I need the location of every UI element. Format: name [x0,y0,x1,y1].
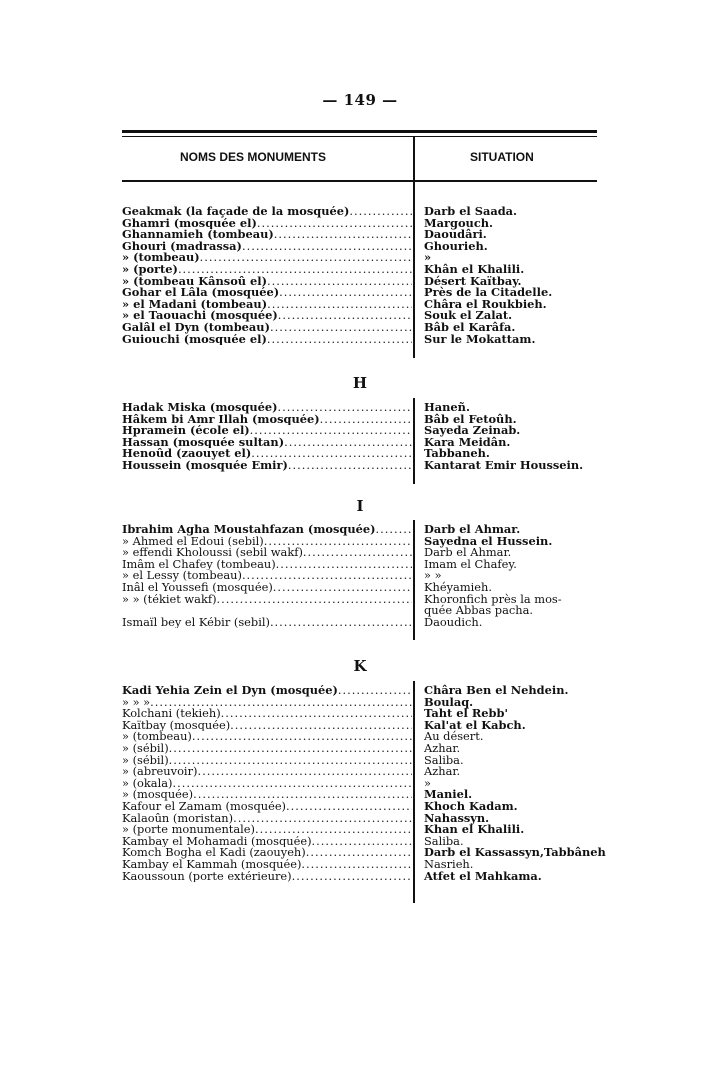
situation-cell: Au désert. [424,729,484,744]
situation-cell: Margouch. [424,215,494,230]
monument-name: Kaoussoun (porte extérieure) [122,870,292,883]
monument-name: Ghamri (mosquée el) [122,217,257,230]
situation-cell: Bâb el Fetoûh. [424,411,517,426]
section-letter-k: K [353,657,367,675]
monument-name-cell [122,206,412,218]
table-row [122,798,602,813]
column-header-left: NOMS DES MONUMENTS [180,150,327,164]
leader-dots [172,778,412,790]
leader-dots [221,708,412,720]
table-row [122,411,602,426]
section-h [122,402,602,472]
leader-dots [230,720,412,732]
situation-cell: Tabbaneh. [424,446,490,461]
table-row [122,310,602,322]
monument-name-cell [122,536,412,548]
monument-name-cell [122,731,412,743]
leader-dots [284,437,412,449]
monument-name: » (mosquée) [122,789,194,801]
monument-name: Geakmak (la façade de la mosquée) [122,206,350,218]
monument-name-cell [122,547,412,559]
monument-name: Komch Bogha el Kadi (zaouyeh) [122,847,306,859]
monument-name: » el Madani (tombeau) [122,298,268,311]
monument-name-cell [122,605,412,617]
monument-name-cell [122,617,412,629]
monument-name-cell [122,801,412,813]
leader-dots [267,299,412,311]
leader-dots [169,743,412,755]
situation-cell: Azhar. [424,764,461,779]
leader-dots [242,241,412,253]
section-i [122,524,602,628]
monument-name: Hadak Miska (mosquée) [122,402,278,414]
monument-name-cell [122,836,412,848]
table-row [122,215,602,230]
monument-name-cell [122,871,412,883]
leader-dots [192,731,412,743]
monument-name-cell [122,859,412,871]
monument-name-cell [122,425,412,437]
monument-name-cell [122,755,412,767]
table-row [122,547,602,559]
monument-name-cell [122,322,412,334]
monument-name-cell [122,720,412,732]
table-row [122,775,602,790]
table-row [122,824,602,836]
monument-name: » (abreuvoir) [122,766,198,778]
monument-name: Ibrahim Agha Moustahfazan (mosquée) [122,524,376,536]
monument-name-cell [122,241,412,253]
situation-cell: Taht el Rebb' [424,706,508,721]
leader-dots [233,813,412,825]
monument-name: » (sébil) [122,742,169,755]
monument-name: » (porte monumentale) [122,824,255,836]
leader-dots [376,524,412,536]
header-top-rule [122,130,597,133]
section-g [122,206,602,345]
leader-dots [338,685,412,697]
leader-dots [278,310,412,322]
monument-name: Houssein (mosquée Emir) [122,459,288,472]
monument-name-cell [122,685,412,697]
situation-cell: Kantarat Emir Houssein. [424,457,584,472]
leader-dots [273,582,412,594]
situation-cell: Nahassyn. [424,810,490,825]
leader-dots [193,789,412,801]
leader-dots [267,276,412,288]
leader-dots [251,448,412,460]
monument-name-cell [122,559,412,571]
situation-cell: Darb el Kassassyn,Tabbâneh [424,845,606,860]
monument-name-cell [122,402,412,414]
monument-name-cell [122,287,412,299]
monument-name-cell [122,570,412,582]
monument-name-cell [122,334,412,346]
monument-name: » (tombeau Kânsoû el) [122,275,268,288]
situation-cell: Sayeda Zeinab. [424,423,521,438]
monument-name: » (tombeau) [122,731,192,743]
monument-name-cell [122,414,412,426]
situation-cell: Khoch Kadam. [424,798,518,813]
situation-cell: » [424,775,431,790]
monument-name: » » (tékiet wakf) [122,593,217,606]
leader-dots [242,570,412,582]
table-row [122,206,602,218]
table-row [122,229,602,241]
monument-name-cell [122,813,412,825]
monument-name-cell [122,276,412,288]
header-top-rule-thin [122,136,597,137]
table-row [122,252,602,264]
situation-cell: Bâb el Karâfa. [424,319,516,334]
leader-dots [200,252,412,264]
table-row [122,425,602,437]
monument-name-cell [122,448,412,460]
monument-name: » Ahmed el Edoui (sebil) [122,535,264,548]
situation-cell: Atfet el Mahkama. [424,868,542,883]
monument-name-cell [122,778,412,790]
monument-name: Ismaïl bey el Kébir (sebil) [122,616,270,629]
monument-name-cell [122,743,412,755]
leader-dots [178,264,412,276]
situation-cell: Nasrieh. [424,856,474,871]
leader-dots [270,322,412,334]
monument-name: Imâm el Chafey (tombeau) [122,558,276,571]
leader-dots [267,334,412,346]
leader-dots [250,425,412,437]
leader-dots [286,801,412,813]
leader-dots [276,559,412,571]
situation-cell: Boulaq. [424,694,474,709]
page-number: — 149 — [322,91,398,109]
monument-name: Inâl el Youssefi (mosquée) [122,581,273,594]
leader-dots [306,847,412,859]
monument-name: Kambay el Mohamadi (mosquée) [122,835,312,848]
table-row [122,731,602,743]
situation-cell: Khan el Khalili. [424,822,525,837]
monument-name: Hpramein (école el) [122,425,250,437]
section-k [122,683,606,883]
monument-name-cell [122,460,412,472]
monument-name: Kambay el Kammah (mosquée) [122,858,302,871]
section-letter-i: I [356,497,364,515]
table-row [122,457,602,472]
monument-name: Hassan (mosquée sultan) [122,436,285,449]
monument-name-cell [122,582,412,594]
table-row [122,685,602,697]
leader-dots [349,206,412,218]
monument-name-cell [122,847,412,859]
monument-name-cell [122,708,412,720]
leader-dots [292,871,412,883]
table-row [122,868,602,883]
situation-cell: Azhar. [424,740,461,755]
situation-cell: » » [424,568,442,583]
monument-name: Guiouchi (mosquée el) [122,333,267,346]
situation-cell: Khoronfich près la mos- [424,591,562,606]
column-header-right: SITUATION [470,150,534,164]
table-row [122,402,602,414]
table-row [122,296,602,311]
situation-cell: Khéyamieh. [424,579,492,594]
monument-name-cell [122,437,412,449]
table-row [122,238,602,253]
leader-dots [320,414,412,426]
leader-dots [288,460,412,472]
monument-name: » (sébil) [122,754,169,767]
situation-cell: Darb el Ahmar. [424,545,512,560]
monument-name: Kaïtbay (mosquée) [122,719,231,732]
situation-cell: Maniel. [424,787,473,802]
leader-dots [278,402,412,414]
situation-cell: Kal'at el Kabch. [424,717,526,732]
leader-dots [217,594,412,606]
table-row [122,717,602,732]
monument-name-cell [122,252,412,264]
monument-name: » » » [122,696,151,709]
situation-cell: Saliba. [424,752,464,767]
situation-cell: Imam el Chafey. [424,556,517,571]
situation-cell: Daoudâri. [424,227,487,242]
table-row [122,789,602,801]
leader-dots [257,218,412,230]
situation-cell: Sur le Mokattam. [424,331,536,346]
leader-dots [301,859,412,871]
leader-dots [169,755,412,767]
monument-name-cell [122,524,412,536]
monument-name: Gohar el Lâla (mosquée) [122,287,280,299]
situation-cell: Khân el Khalili. [424,261,525,276]
monument-name: Ghouri (madrassa) [122,240,242,253]
leader-dots [279,287,412,299]
leader-dots [150,697,412,709]
table-row [122,740,602,755]
table-row [122,556,602,571]
monument-name-cell [122,264,412,276]
table-row [122,570,602,582]
situation-cell: Ghourieh. [424,238,488,253]
table-row [122,605,602,617]
monument-name: » el Lessy (tombeau) [122,570,242,582]
situation-cell: Darb el Ahmar. [424,522,521,536]
situation-cell: Châra el Roukbieh. [424,296,547,311]
table-row [122,434,602,449]
leader-dots [270,617,412,629]
table-row [122,533,602,548]
situation-cell: Près de la Citadelle. [424,285,553,300]
table-row [122,708,602,720]
header-bottom-rule [122,180,597,182]
situation-cell: Châra Ben el Nehdein. [424,683,569,697]
situation-cell: Kara Meidân. [424,434,511,449]
situation-cell: Darb el Saada. [424,204,518,218]
leader-dots [197,766,412,778]
situation-cell: Souk el Zalat. [424,308,513,323]
monument-name: Hâkem bi Amr Illah (mosquée) [122,413,320,426]
leader-dots [264,536,412,548]
monument-name-cell [122,218,412,230]
monument-name-cell [122,299,412,311]
monument-name: Galâl el Dyn (tombeau) [122,321,270,334]
situation-cell: Désert Kaïtbay. [424,273,522,288]
monument-name: » el Taouachi (mosquée) [122,310,278,322]
leader-dots [255,824,412,836]
monument-name: Kadi Yehia Zein el Dyn (mosquée) [122,685,338,697]
monument-name: Kolchani (tekieh) [122,708,221,720]
monument-name: Kalaoûn (moristan) [122,812,234,825]
situation-cell: Haneñ. [424,400,470,414]
leader-dots [312,836,412,848]
table-row [122,752,602,767]
monument-name: » (okala) [122,777,173,790]
situation-cell: Daoudich. [424,614,483,629]
monument-name-cell [122,594,412,606]
monument-name: » effendi Kholoussi (sebil wakf) [122,547,303,559]
monument-name-cell [122,824,412,836]
section-letter-h: H [352,374,368,392]
situation-cell: » [424,250,432,265]
monument-name-cell [122,766,412,778]
leader-dots [274,229,412,241]
monument-name-cell [122,310,412,322]
monument-name-cell [122,229,412,241]
monument-name-cell [122,789,412,801]
monument-name: Kafour el Zamam (mosquée) [122,800,287,813]
situation-cell: quée Abbas pacha. [424,603,534,618]
situation-cell: Saliba. [424,833,464,848]
table-row [122,261,602,276]
table-row [122,766,602,778]
monument-name: » (tombeau) [122,252,200,264]
monument-name: » (porte) [122,263,178,276]
table-row [122,331,602,346]
leader-dots [303,547,412,559]
table-row [122,614,602,629]
table-row [122,810,602,825]
table-row [122,845,606,860]
monument-name: Ghannamieh (tombeau) [122,229,274,241]
table-row [122,694,602,709]
monument-name-cell [122,697,412,709]
monument-name: Henoûd (zaouyet el) [122,448,252,460]
situation-cell: Sayedna el Hussein. [424,533,553,548]
